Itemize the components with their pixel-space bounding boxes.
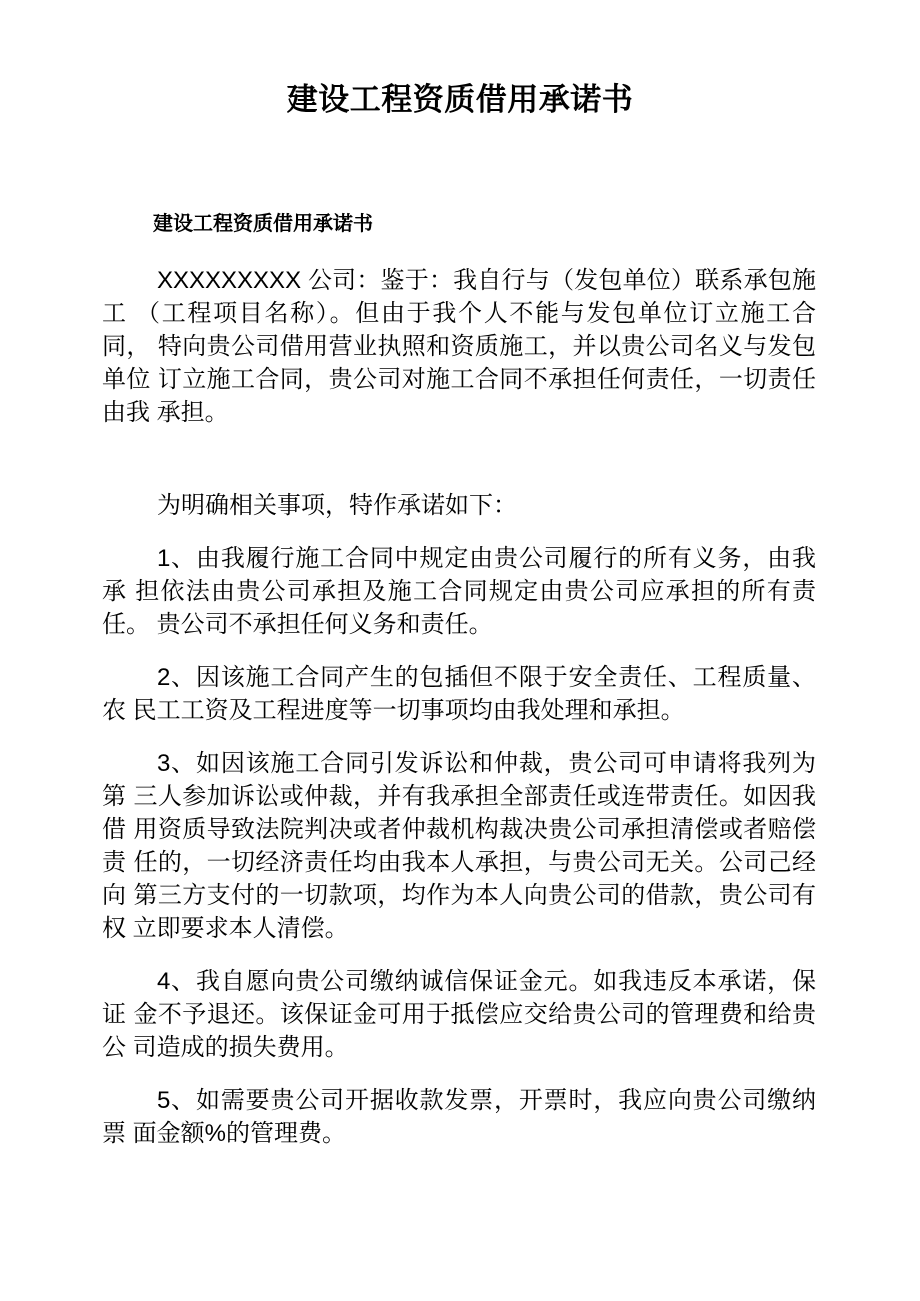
paragraph-preamble: XXXXXXXXX 公司：鉴于：我自行与（发包单位）联系承包施工 （工程项目名称）。但由于我个人不能与发包单位订立施工合同， 特向贵公司借用营业执照和资质施工，并以贵公司名义与发包单位 订立施工合同，贵公司对施工合同不承担任何责任，一切责任由我 承担。 xyxy=(102,267,816,426)
document-body xyxy=(102,211,816,1150)
paragraph-lead-in: 为明确相关事项，特作承诺如下： xyxy=(157,492,517,519)
paragraph-item-5: 5、如需要贵公司开据收款发票，开票时，我应向贵公司缴纳票 面金额%的管理费。 xyxy=(102,1087,816,1147)
paragraph-item-4: 4、我自愿向贵公司缴纳诚信保证金元。如我违反本承诺，保证 金不予退还。该保证金可用于抵偿应交给贵公司的管理费和给贵公 司造成的损失费用。 xyxy=(102,968,816,1061)
paragraph-item-1: 1、由我履行施工合同中规定由贵公司履行的所有义务，由我承 担依法由贵公司承担及施工合同规定由贵公司应承担的所有责任。 贵公司不承担任何义务和责任。 xyxy=(102,545,816,638)
document-title: 建设工程资质借用承诺书 xyxy=(286,82,634,117)
paragraph-item-2: 2、因该施工合同产生的包插但不限于安全责任、工程质量、农 民工工资及工程进度等一切事项均由我处理和承担。 xyxy=(102,664,816,724)
document-subheading: 建设工程资质借用承诺书 xyxy=(153,213,373,235)
paragraph-item-3: 3、如因该施工合同引发诉讼和仲裁，贵公司可申请将我列为第 三人参加诉讼或仲裁，并有我承担全部责任或连带责任。如因我借 用资质导致法院判决或者仲裁机构裁决贵公司承担清偿或者赔偿责 任的，一切经济责任均由我本人承担，与贵公司无关。公司己经向 第三方支付的一切款项，均作为本人向贵公司的借款，贵公司有权 立即要求本人清偿。 xyxy=(102,750,816,942)
